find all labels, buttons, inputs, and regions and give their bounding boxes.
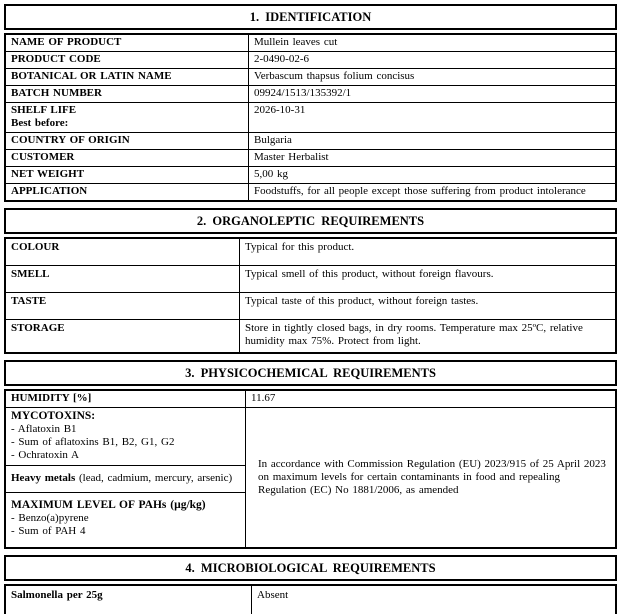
row-smell bbox=[5, 266, 616, 293]
row-application bbox=[5, 184, 616, 202]
row-country-of-origin bbox=[5, 133, 616, 150]
heavy-metals-detail: (lead, cadmium, mercury, arsenic) bbox=[75, 472, 233, 484]
row-value: 09924/1513/135392/1 bbox=[249, 86, 617, 103]
heavy-metals-cell bbox=[5, 466, 246, 493]
section-identification bbox=[4, 4, 617, 202]
section-title-microbiological: 4. MICROBIOLOGICAL REQUIREMENTS bbox=[4, 555, 617, 581]
section-physicochemical bbox=[4, 360, 617, 549]
row-net-weight bbox=[5, 167, 616, 184]
row-product-code bbox=[5, 52, 616, 69]
row-humidity bbox=[5, 390, 616, 408]
pahs-item: - Sum of PAH 4 bbox=[11, 525, 86, 537]
section-title-physicochemical: 3. PHYSICOCHEMICAL REQUIREMENTS bbox=[4, 360, 617, 386]
mycotoxin-item: - Aflatoxin B1 bbox=[11, 423, 77, 435]
row-value: Foodstuffs, for all people except those suffering from product intolerance bbox=[249, 184, 617, 202]
identification-table bbox=[4, 33, 617, 202]
row-label: SMELL bbox=[5, 266, 240, 293]
row-label: STORAGE bbox=[5, 320, 240, 354]
row-value: Store in tightly closed bags, in dry rooms. Temperature max 25ºC, relative humidity max 75%. Protect from light. bbox=[240, 320, 617, 354]
heavy-metals-heading: Heavy metals bbox=[11, 472, 76, 484]
row-customer bbox=[5, 150, 616, 167]
row-batch-number bbox=[5, 86, 616, 103]
row-shelf-life bbox=[5, 103, 616, 133]
row-name-of-product bbox=[5, 34, 616, 52]
section-title-organoleptic: 2. ORGANOLEPTIC REQUIREMENTS bbox=[4, 208, 617, 234]
row-value: Mullein leaves cut bbox=[249, 34, 617, 52]
mycotoxins-heading: MYCOTOXINS: bbox=[11, 410, 96, 422]
row-value: Typical for this product. bbox=[240, 238, 617, 266]
row-value: Master Herbalist bbox=[249, 150, 617, 167]
shelf-life-label: SHELF LIFE bbox=[11, 104, 77, 116]
physicochemical-table bbox=[4, 389, 617, 549]
row-label: Salmonella per 25g bbox=[5, 585, 252, 614]
row-value: 11.67 bbox=[246, 390, 617, 408]
row-label: BOTANICAL OR LATIN NAME bbox=[5, 69, 249, 86]
row-label: COUNTRY OF ORIGIN bbox=[5, 133, 249, 150]
pahs-item: - Benzo(a)pyrene bbox=[11, 512, 89, 524]
best-before-label: Best before: bbox=[11, 117, 69, 129]
row-botanical-name bbox=[5, 69, 616, 86]
row-label: CUSTOMER bbox=[5, 150, 249, 167]
mycotoxin-item: - Sum of aflatoxins B1, B2, G1, G2 bbox=[11, 436, 175, 448]
row-value: 2-0490-02-6 bbox=[249, 52, 617, 69]
microbiological-table bbox=[4, 584, 617, 614]
row-label: PRODUCT CODE bbox=[5, 52, 249, 69]
row-label: TASTE bbox=[5, 293, 240, 320]
section-organoleptic bbox=[4, 208, 617, 354]
row-label bbox=[5, 103, 249, 133]
row-label: NAME OF PRODUCT bbox=[5, 34, 249, 52]
row-storage bbox=[5, 320, 616, 354]
row-taste bbox=[5, 293, 616, 320]
row-label: NET WEIGHT bbox=[5, 167, 249, 184]
row-value: Typical smell of this product, without foreign flavours. bbox=[240, 266, 617, 293]
row-label: COLOUR bbox=[5, 238, 240, 266]
mycotoxin-item: - Ochratoxin A bbox=[11, 449, 79, 461]
row-mycotoxins bbox=[5, 408, 616, 466]
row-value: Absent bbox=[252, 585, 617, 614]
regulation-note: In accordance with Commission Regulation (EU) 2023/915 of 25 April 2023 on maximum levels for certain contaminants in food and repealing Regulation (EC) No 1881/2006, as amended bbox=[258, 458, 606, 496]
row-value: Typical taste of this product, without foreign tastes. bbox=[240, 293, 617, 320]
section-title-identification: 1. IDENTIFICATION bbox=[4, 4, 617, 30]
row-salmonella bbox=[5, 585, 616, 614]
row-value: Verbascum thapsus folium concisus bbox=[249, 69, 617, 86]
mycotoxins-cell bbox=[5, 408, 246, 466]
row-colour bbox=[5, 238, 616, 266]
row-label: BATCH NUMBER bbox=[5, 86, 249, 103]
pahs-heading: MAXIMUM LEVEL OF PAHs (µg/kg) bbox=[11, 499, 206, 511]
section-microbiological bbox=[4, 555, 617, 614]
organoleptic-table bbox=[4, 237, 617, 354]
regulation-note-cell bbox=[246, 408, 617, 549]
row-value: 2026-10-31 bbox=[249, 103, 617, 133]
pahs-cell bbox=[5, 493, 246, 549]
row-label: HUMIDITY [%] bbox=[5, 390, 246, 408]
row-label: APPLICATION bbox=[5, 184, 249, 202]
row-value: Bulgaria bbox=[249, 133, 617, 150]
row-value: 5,00 kg bbox=[249, 167, 617, 184]
